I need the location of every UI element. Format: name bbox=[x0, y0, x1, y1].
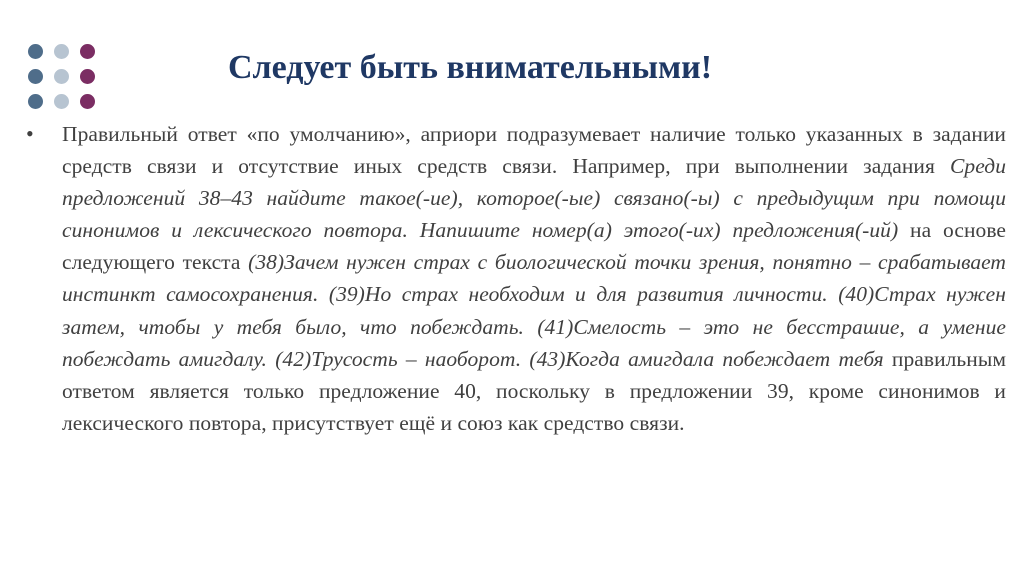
bullet-marker: • bbox=[26, 121, 34, 146]
slide-title: Следует быть внимательными! bbox=[228, 49, 713, 86]
decorative-dot bbox=[28, 94, 43, 109]
body-paragraph bbox=[62, 118, 1006, 439]
decorative-dot bbox=[54, 94, 69, 109]
decorative-dot bbox=[80, 94, 95, 109]
paragraph-segment-italic: Среди предложений 38–43 найдите такое(-ие), которое(-ые) связано(-ы) с предыдущим при помощи синонимов и лексического повтора. Напишите номер(а) этого(-их) предложения(-ий) bbox=[62, 154, 1006, 243]
decorative-dot bbox=[28, 69, 43, 84]
paragraph-segment: правильным ответом является только предложение 40, поскольку в предложении 39, кроме синонимов и лексического повтора, присутствует ещё и союз как средство связи. bbox=[62, 346, 1006, 435]
decorative-dot bbox=[54, 69, 69, 84]
decorative-dot bbox=[28, 44, 43, 59]
paragraph-segment-italic: (38)Зачем нужен страх с биологической точки зрения, понятно – срабатывает инстинкт самосохранения. (39)Но страх необходим и для развития личности. (40)Страх нужен затем, чтобы у тебя было, что побеждать. (41)Смелость – это не бесстрашие, а умение побеждать амигдалу. (42)Трусость – наоборот. (43)Когда амигдала побеждает тебя bbox=[62, 250, 1007, 371]
decorative-dot bbox=[54, 44, 69, 59]
decorative-dot bbox=[80, 44, 95, 59]
decorative-dot bbox=[80, 69, 95, 84]
paragraph-segment: Правильный ответ «по умолчанию», априори подразумевает наличие только указанных в задании средств связи и отсутствие иных средств связи. Например, при выполнении задания bbox=[62, 122, 1006, 179]
decorative-dots bbox=[28, 44, 100, 110]
paragraph-segment: на основе следующего текста bbox=[62, 218, 1006, 275]
